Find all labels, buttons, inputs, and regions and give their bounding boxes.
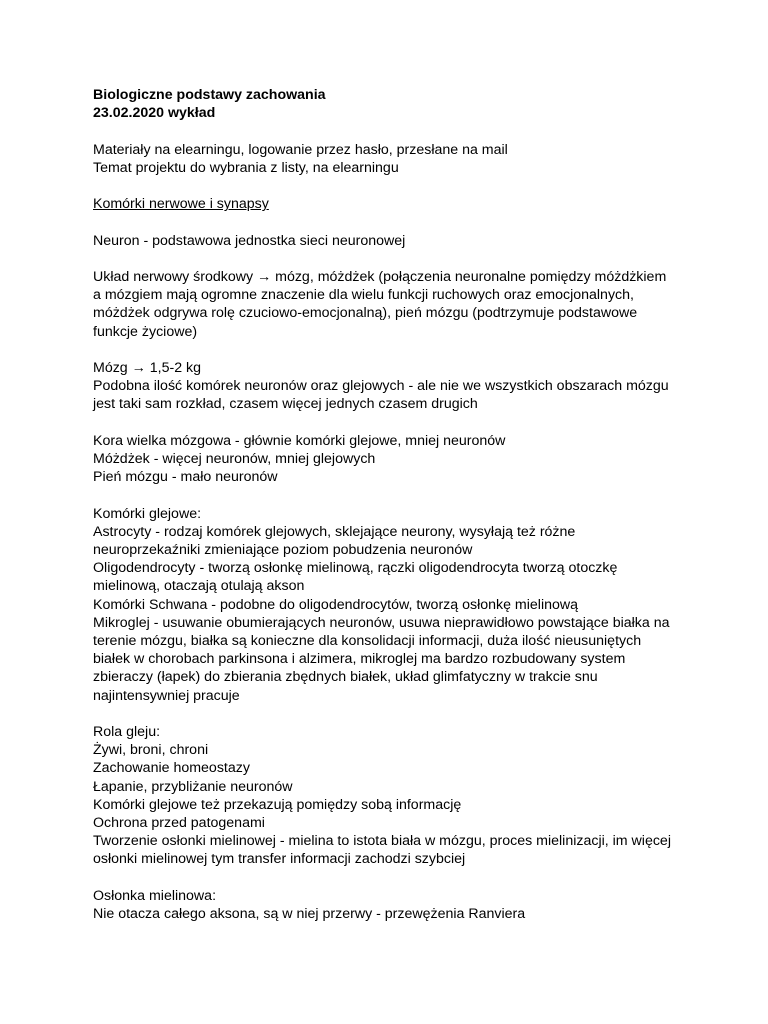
section-heading: Komórki nerwowe i synapsy — [93, 196, 269, 213]
intro-paragraph — [93, 141, 733, 177]
neuron-definition: Neuron - podstawowa jednostka sieci neuronowej — [93, 232, 406, 249]
text-line: Nie otacza całego aksona, są w niej przerwy - przewężenia Ranviera — [93, 906, 526, 922]
text-line: Móżdżek - więcej neuronów, mniej glejowych — [93, 450, 376, 467]
text-line: Ochrona przed patogenami — [93, 815, 265, 831]
text-line: Astrocyty - rodzaj komórek glejowych, sklejające neurony, wysyłają też różne — [93, 523, 576, 540]
paragraph-gap — [93, 213, 733, 231]
myelin-paragraph — [93, 887, 733, 923]
text-line: funkcje życiowe) — [93, 323, 198, 340]
text-line: najintensywniej pracuje — [93, 687, 240, 704]
text-line: Komórki glejowe: — [93, 505, 202, 522]
text-line: Osłonka mielinowa: — [93, 887, 217, 904]
text-line: Komórki glejowe też przekazują pomiędzy sobą informację — [93, 796, 462, 813]
paragraph-gap — [93, 250, 733, 268]
text-line: Łapanie, przybliżanie neuronów — [93, 778, 293, 795]
text-line: móżdżek odgrywa rolę czuciowo-emocjonalną), pień mózgu (podtrzymuje podstawowe — [93, 305, 638, 322]
text-line: terenie mózgu, białka są konieczne dla konsolidacji informacji, duża ilość nieusuniętych — [93, 632, 642, 649]
text-line: mielinową, otaczają otulają akson — [93, 578, 305, 595]
text-line: neuroprzekaźniki zmieniające poziom pobudzenia neuronów — [93, 541, 473, 558]
text-line: osłonki mielinowej tym transfer informacji zachodzi szybciej — [93, 851, 466, 868]
document-title: Biologiczne podstawy zachowania — [93, 87, 326, 103]
paragraph-gap — [93, 705, 733, 723]
text-line: jest taki sam rozkład, czasem więcej jednych czasem drugich — [93, 396, 478, 413]
text-line: białek w chorobach parkinsona i alzimera, mikroglej ma bardzo rozbudowany system — [93, 651, 626, 668]
paragraph-gap — [93, 414, 733, 432]
paragraph-gap — [93, 869, 733, 887]
text-line: Zachowanie homeostazy — [93, 760, 250, 777]
text-line: Tworzenie osłonki mielinowej - mielina to istota biała w mózgu, proces mielinizacji, im więcej — [93, 833, 671, 850]
text-line: Podobna ilość komórek neuronów oraz glejowych - ale nie we wszystkich obszarach mózgu — [93, 378, 669, 395]
glia-role-paragraph — [93, 723, 733, 869]
cns-paragraph — [93, 268, 733, 341]
text-line: Temat projektu do wybrania z listy, na elearningu — [93, 159, 399, 176]
regions-paragraph — [93, 432, 733, 487]
text-line: Mikroglej - usuwanie obumierających neuronów, usuwa nieprawidłowo powstające białka na — [93, 614, 670, 631]
glial-cells-paragraph — [93, 505, 733, 705]
text-line: Układ nerwowy środkowy → mózg, móżdżek (połączenia neuronalne pomiędzy móżdżkiem — [93, 268, 667, 285]
text-line: Żywi, broni, chroni — [93, 742, 209, 759]
paragraph-gap — [93, 486, 733, 504]
text-line: Kora wielka mózgowa - głównie komórki glejowe, mniej neuronów — [93, 432, 506, 449]
text-line: Rola gleju: — [93, 723, 161, 740]
paragraph-gap — [93, 177, 733, 195]
text-line: Komórki Schwana - podobne do oligodendrocytów, tworzą osłonkę mielinową — [93, 596, 579, 613]
text-line: Oligodendrocyty - tworzą osłonkę mielinową, rączki oligodendrocyta tworzą otoczkę — [93, 560, 618, 577]
document-body — [93, 86, 733, 923]
text-line: Pień mózgu - mało neuronów — [93, 469, 278, 486]
brain-paragraph — [93, 359, 733, 414]
paragraph-gap — [93, 122, 733, 140]
paragraph-gap — [93, 341, 733, 359]
text-line: Mózg → 1,5-2 kg — [93, 359, 202, 376]
text-line: Materiały na elearningu, logowanie przez hasło, przesłane na mail — [93, 141, 508, 158]
text-line: zbieraczy (łapek) do zbierania zbędnych białek, układ glimfatyczny w trakcie snu — [93, 669, 598, 686]
text-line: a mózgiem mają ogromne znaczenie dla wielu funkcji ruchowych oraz emocjonalnych, — [93, 287, 634, 304]
lecture-date: 23.02.2020 wykład — [93, 105, 216, 122]
